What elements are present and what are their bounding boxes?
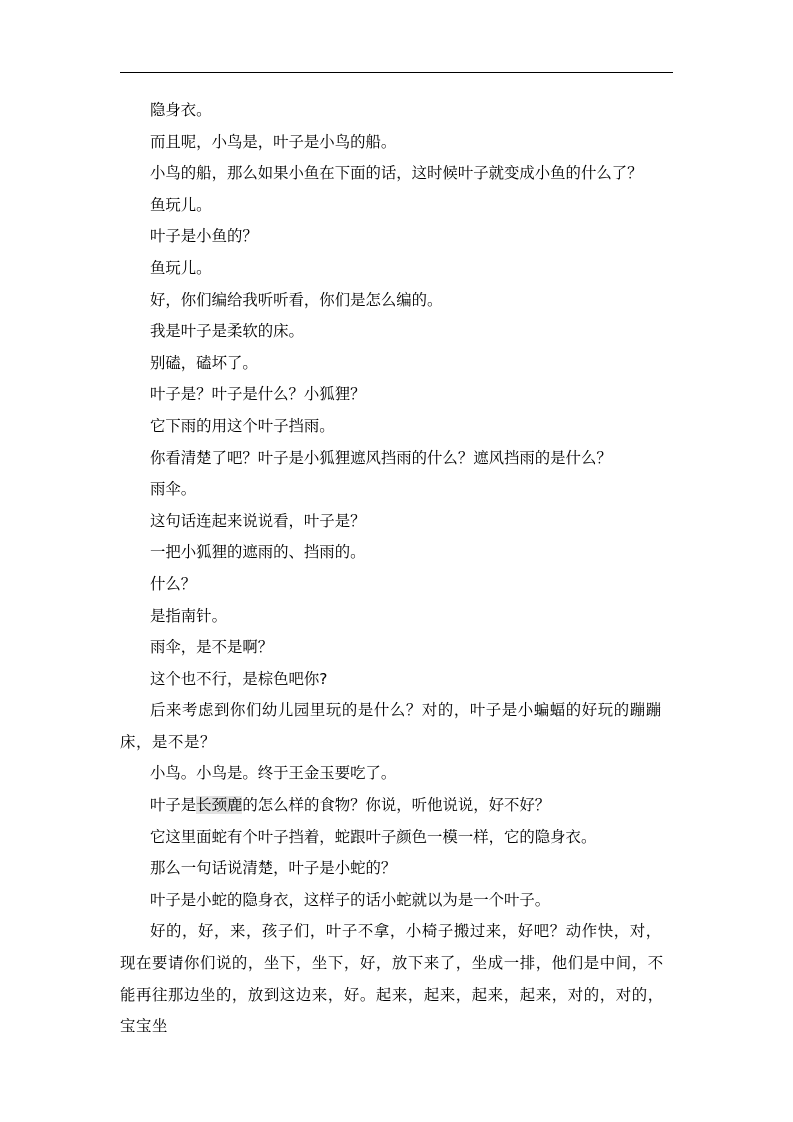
- paragraph: [120, 790, 676, 822]
- paragraph: 而且呢，小鸟是，叶子是小鸟的船。: [150, 132, 397, 151]
- paragraph: 叶子是？叶子是什么？小狐狸？: [150, 385, 366, 404]
- paragraph: 别磕，磕坏了。: [150, 353, 258, 372]
- paragraph: 叶子是小蛇的隐身衣，这样子的话小蛇就以为是一个叶子。: [150, 890, 551, 909]
- paragraph: 雨伞，是不是啊？: [150, 638, 274, 657]
- paragraph: 鱼玩儿。: [150, 195, 212, 214]
- paragraph: 它这里面蛇有个叶子挡着，蛇跟叶子颜色一模一样，它的隐身衣。: [150, 827, 597, 846]
- paragraph: 雨伞。: [150, 480, 197, 499]
- paragraph: 什么？: [150, 574, 197, 593]
- paragraph: 小鸟。小鸟是。终于王金玉要吃了。: [150, 764, 397, 783]
- paragraph: 它下雨的用这个叶子挡雨。: [150, 416, 335, 435]
- paragraph-text-before: 叶子是: [150, 796, 197, 815]
- paragraph: 我是叶子是柔软的床。: [150, 322, 304, 341]
- paragraph: 叶子是小鱼的？: [150, 227, 258, 246]
- paragraph-text-after: 的怎么样的食物？你说，听他说说，好不好？: [242, 796, 551, 815]
- header-rule: [120, 72, 673, 73]
- document-body: [120, 95, 676, 1043]
- paragraph: 是指南针。: [150, 606, 227, 625]
- paragraph: 隐身衣。: [150, 101, 212, 119]
- paragraph: 小鸟的船，那么如果小鱼在下面的话，这时候叶子就变成小鱼的什么了？: [150, 164, 643, 183]
- paragraph: 鱼玩儿。: [150, 258, 212, 277]
- paragraph: 后来考虑到你们幼儿园里玩的是什么？对的，叶子是小蝙蝠的好玩的蹦蹦床，是不是？: [120, 701, 662, 751]
- paragraph: 那么一句话说清楚，叶子是小蛇的？: [150, 859, 397, 878]
- highlighted-text: 长颈鹿: [196, 796, 243, 815]
- paragraph: 这句话连起来说说看，叶子是？: [150, 511, 366, 530]
- paragraph: 一把小狐狸的遮雨的、挡雨的。: [150, 543, 366, 562]
- paragraph: 好，你们编给我听听看，你们是怎么编的。: [150, 290, 443, 309]
- paragraph: 这个也不行，是棕色吧你?: [150, 669, 328, 688]
- paragraph: 好的，好，来，孩子们，叶子不拿，小椅子搬过来，好吧？动作快，对，现在要请你们说的，坐下，坐下，好，放下来了，坐成一排，他们是中间，不能再往那边坐的，放到这边来，好。起来，起来，起来，起来，对的，对的，宝宝坐: [120, 922, 664, 1036]
- paragraph: 你看清楚了吧？叶子是小狐狸遮风挡雨的什么？遮风挡雨的是什么？: [150, 448, 612, 467]
